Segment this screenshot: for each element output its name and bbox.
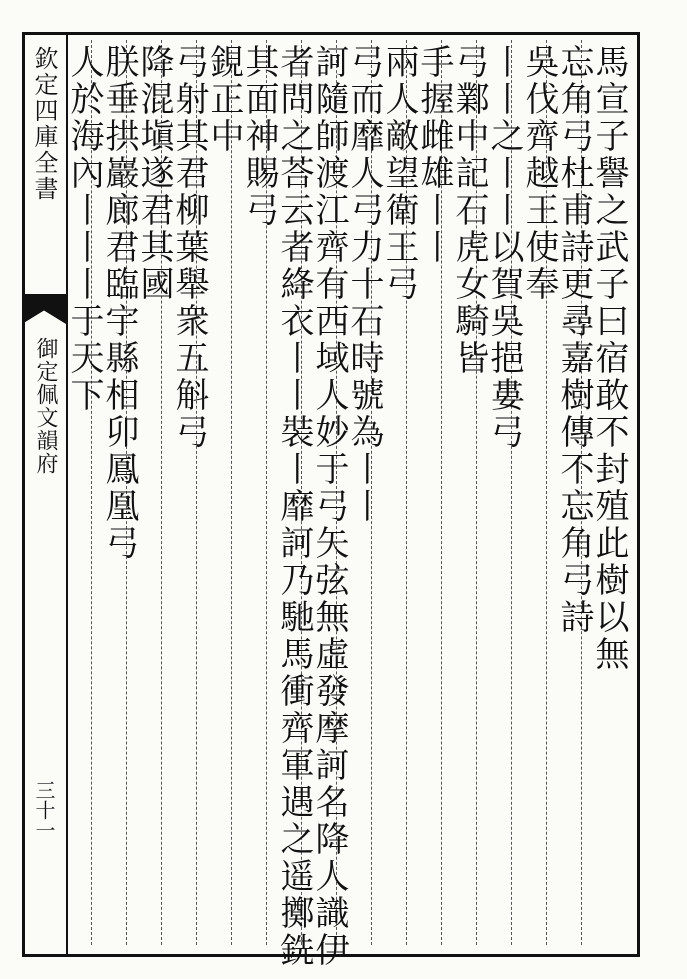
text-body <box>64 40 632 969</box>
column-text: 鋧正中 <box>204 44 244 155</box>
column-text: 者問之荅云者絳衣丨丨裝丨靡訶乃馳馬衝齊軍遇之遥擲銑 <box>274 44 314 969</box>
column-text: 弓而靡人弓力十石時號為丨丨 <box>344 44 384 525</box>
column-text: 朕垂拱巖廊君臨宇縣相卯鳳凰弓 <box>99 44 139 562</box>
column-text: 人於海內丨丨丨于天下 <box>64 44 104 414</box>
page-number: 三十一 <box>32 780 56 840</box>
column-text: 其面神賜弓 <box>239 44 279 229</box>
book-subtitle: 御定佩文韻府 <box>33 337 58 475</box>
column-text: 忘角弓杜甫詩更尋嘉樹傳不忘角弓詩 <box>554 44 594 636</box>
column-text: 兩人敵望衛王弓 <box>379 44 419 303</box>
column-text: 吳伐齊越王使奉 <box>519 44 559 303</box>
column-text: 降混塡遂君其國 <box>134 44 174 303</box>
column-text: 手握雌雄丨丨 <box>414 44 454 266</box>
column-text: 丨丨之丨丨以賀吳挹婁弓 <box>484 44 524 451</box>
book-title: 欽定四庫全書 <box>30 46 58 202</box>
text-column-16 <box>56 40 107 945</box>
column-text: 訶隨師渡江齊有西域人妙于弓矢弦無虛發摩訶名降人識伊 <box>309 44 349 969</box>
column-text: 弓鄴中記石虎女騎皆 <box>449 44 489 377</box>
column-text: 馬宣子譽之武子曰宿敢不封殖此樹以無 <box>589 44 629 673</box>
column-text: 弓射其君柳葉舉衆五斛弓 <box>169 44 209 451</box>
